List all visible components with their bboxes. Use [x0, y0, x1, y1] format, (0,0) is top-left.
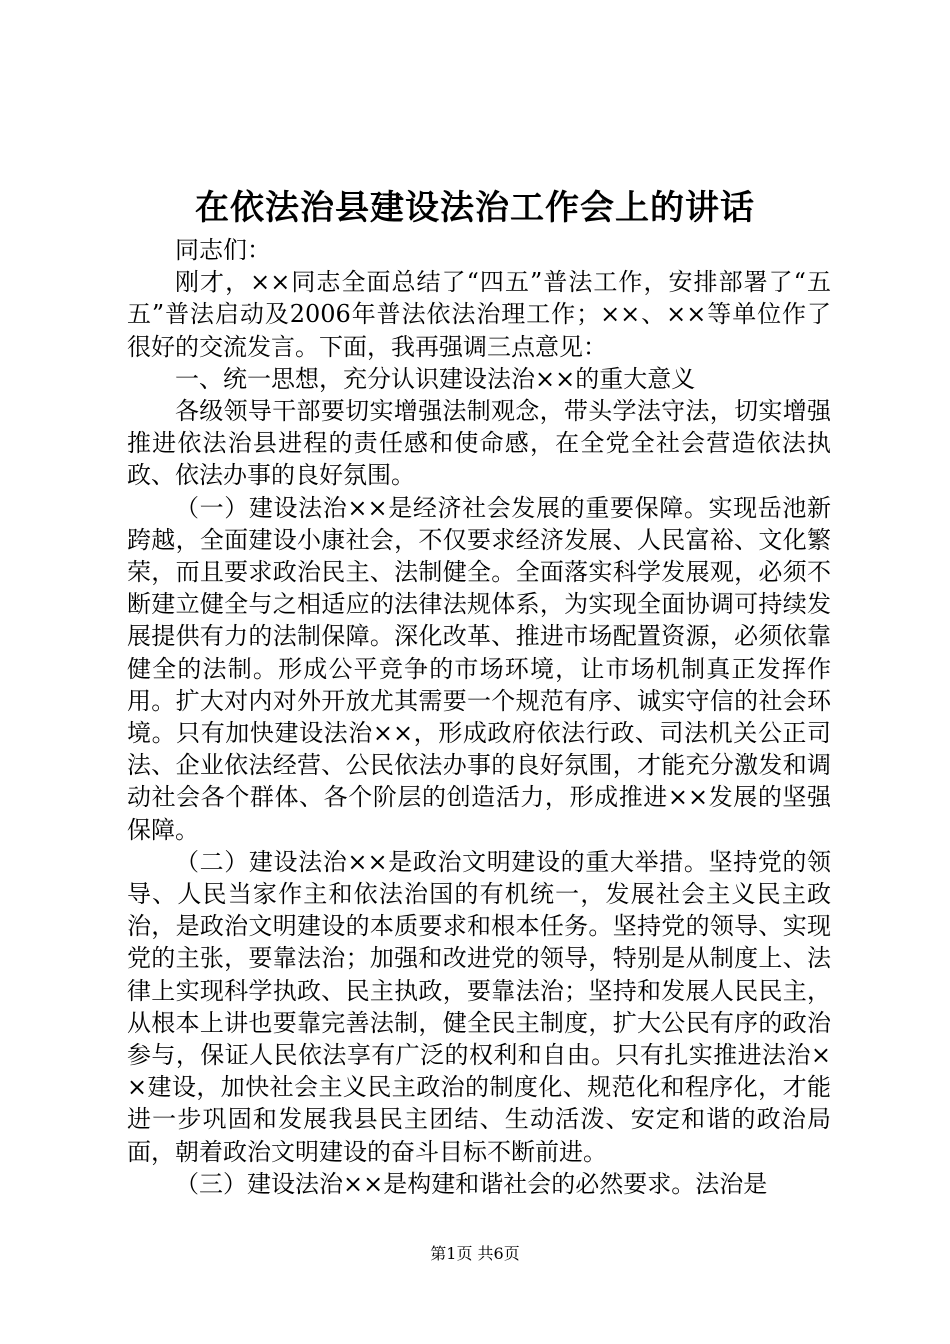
document-body — [127, 234, 831, 1200]
document-title: 在依法治县建设法治工作会上的讲话 — [195, 188, 755, 228]
body-paragraph: （三）建设法治××是构建和谐社会的必然要求。法治是 — [175, 1169, 768, 1198]
body-paragraph: （一）建设法治××是经济社会发展的重要保障。实现岳池新跨越，全面建设小康社会，不仅要求经济发展、人民富裕、文化繁荣，而且要求政治民主、法制健全。全面落实科学发展观，必须不断建立健全与之相适应的法律法规体系，为实现全面协调可持续发展提供有力的法制保障。深化改革、推进市场配置资源，必须依靠健全的法制。形成公平竞争的市场环境，让市场机制真正发挥作用。扩大对内对外开放尤其需要一个规范有序、诚实守信的社会环境。只有加快建设法治××，形成政府依法行政、司法机关公正司法、企业依法经营、公民依法办事的良好氛围，才能充分激发和调动社会各个群体、各个阶层的创造活力，形成推进××发展的坚强保障。 — [127, 493, 831, 844]
body-paragraph: （二）建设法治××是政治文明建设的重大举措。坚持党的领导、人民当家作主和依法治国的有机统一，发展社会主义民主政治，是政治文明建设的本质要求和根本任务。坚持党的领导、实现党的主张，要靠法治；加强和改进党的领导，特别是从制度上、法律上实现科学执政、民主执政，要靠法治；坚持和发展人民民主，从根本上讲也要靠完善法制，健全民主制度，扩大公民有序的政治参与，保证人民依法享有广泛的权利和自由。只有扎实推进法治××建设，加快社会主义民主政治的制度化、规范化和程序化，才能进一步巩固和发展我县民主团结、生动活泼、安定和谐的政治局面，朝着政治文明建设的奋斗目标不断前进。 — [127, 847, 831, 1166]
body-paragraph: 各级领导干部要切实增强法制观念，带头学法守法，切实增强推进依法治县进程的责任感和使命感，在全党全社会营造依法执政、依法办事的良好氛围。 — [127, 397, 831, 490]
body-paragraph: 刚才，××同志全面总结了“四五”普法工作，安排部署了“五五”普法启动及2006年普法依法治理工作；××、××等单位作了很好的交流发言。下面，我再强调三点意见： — [127, 268, 831, 361]
section-heading: 一、统一思想，充分认识建设法治××的重大意义 — [175, 364, 696, 393]
page-number: 第1页 共6页 — [430, 1244, 520, 1263]
salutation: 同志们： — [175, 236, 271, 264]
